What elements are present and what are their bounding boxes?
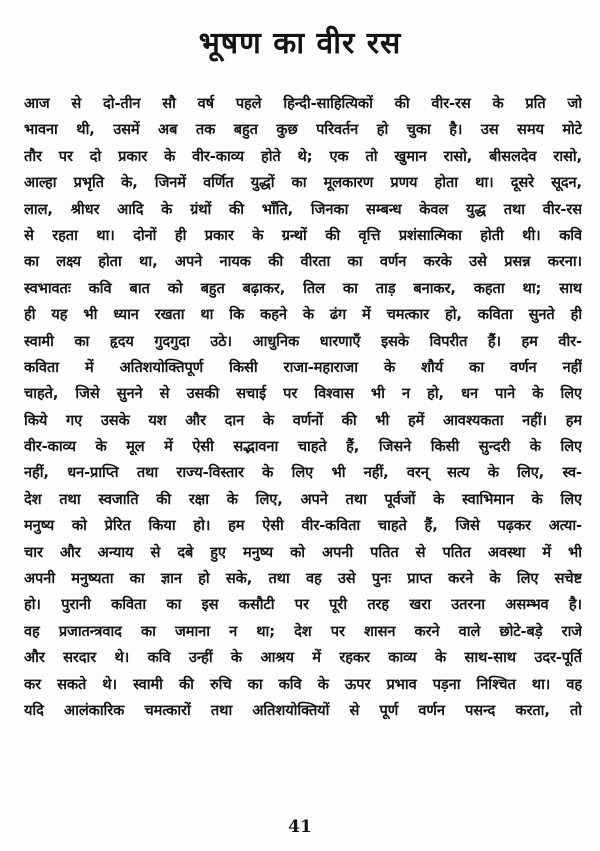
text-line: कर सकते थे। स्वामी की रुचि का कवि के ऊपर प्रभाव पड़ना निश्चित था। वह bbox=[24, 675, 582, 693]
text-line: लाल, श्रीधर आदि के ग्रंथों की भाँति, जिनका सम्बन्ध केवल युद्ध तथा वीर-रस bbox=[24, 200, 582, 218]
page-number: 41 bbox=[288, 817, 312, 837]
chapter-title: भूषण का वीर रस bbox=[198, 26, 402, 61]
text-line: आज से दो-तीन सौ वर्ष पहले हिन्दी-साहित्यिकों की वीर-रस के प्रति जो bbox=[24, 95, 582, 112]
text-line: और सरदार थे। कवि उन्हीं के आश्रय में रहकर काव्य के साथ-साथ उदर-पूर्ति bbox=[24, 649, 582, 667]
text-line: ही यह भी ध्यान रखता था कि कहने के ढंग में चमत्कार हो, कविता सुनते ही bbox=[24, 306, 582, 324]
text-line: आल्हा प्रभृति के, जिनमें वर्णित युद्धों का मूलकारण प्रणय होता था। दूसरे सूदन, bbox=[24, 174, 582, 192]
text-line: अपनी मनुष्यता का ज्ञान हो सके, तथा वह उसे पुनः प्राप्त करने के लिए सचेष्ट bbox=[24, 570, 582, 588]
text-line: मनुष्य को प्रेरित किया हो। हम ऐसी वीर-कविता चाहते हैं, जिसे पढ़कर अत्या- bbox=[24, 517, 582, 535]
text-line: कविता में अतिशयोक्तिपूर्ण किसी राजा-महाराजा के शौर्य का वर्णन नहीं bbox=[24, 358, 582, 376]
text-line: देश तथा स्वजाति की रक्षा के लिए, अपने तथा पूर्वजों के स्वाभिमान के लिए bbox=[24, 490, 582, 508]
text-line: स्वामी का हृदय गुदगुदा उठे। आधुनिक धारणाएँ इसके विपरीत हैं। हम वीर- bbox=[24, 332, 582, 350]
text-line: वह प्रजातन्त्रवाद का जमाना न था; देश पर शासन करने वाले छोटे-बड़े राजे bbox=[24, 622, 582, 640]
text-line: तौर पर दो प्रकार के वीर-काव्य होते थे; एक तो खुमान रासो, बीसलदेव रासो, bbox=[24, 147, 582, 165]
text-line: चार और अन्याय से दबे हुए मनुष्य को अपनी पतित से पतित अवस्था में भी bbox=[24, 543, 582, 561]
body-text bbox=[24, 91, 582, 724]
text-line: भावना थी, उसमें अब तक बहुत कुछ परिवर्तन हो चुका है। उस समय मोटे bbox=[24, 121, 582, 139]
text-line: चाहते, जिसे सुनने से उसकी सचाई पर विश्वास भी न हो, धन पाने के लिए bbox=[24, 385, 582, 403]
text-line: यदि आलंकारिक चमत्कारों तथा अतिशयोक्तियों से पूर्ण वर्णन पसन्द करता, तो bbox=[24, 701, 582, 719]
text-line: का लक्ष्य होता था, अपने नायक की वीरता का वर्णन करके उसे प्रसन्न करना। bbox=[24, 253, 582, 271]
text-line: वीर-काव्य के मूल में ऐसी सद्भावना चाहते हैं, जिसने किसी सुन्दरी के लिए bbox=[24, 438, 582, 456]
text-line: से रहता था। दोनों ही प्रकार के ग्रन्थों की वृत्ति प्रशंसात्मिका होती थी। कवि bbox=[24, 226, 582, 244]
text-line: हो। पुरानी कविता का इस कसौटी पर पूरी तरह खरा उतरना असम्भव है। bbox=[24, 596, 582, 614]
text-line: स्वभावतः कवि बात को बहुत बढ़ाकर, तिल का ताड़ बनाकर, कहता था; साथ bbox=[24, 279, 582, 297]
text-line: नहीं, धन-प्राप्ति तथा राज्य-विस्तार के लिए भी नहीं, वरन् सत्य के लिए, स्व- bbox=[24, 464, 582, 482]
text-line: किये गए उसके यश और दान के वर्णनों की भी हमें आवश्यकता नहीं। हम bbox=[24, 411, 582, 429]
